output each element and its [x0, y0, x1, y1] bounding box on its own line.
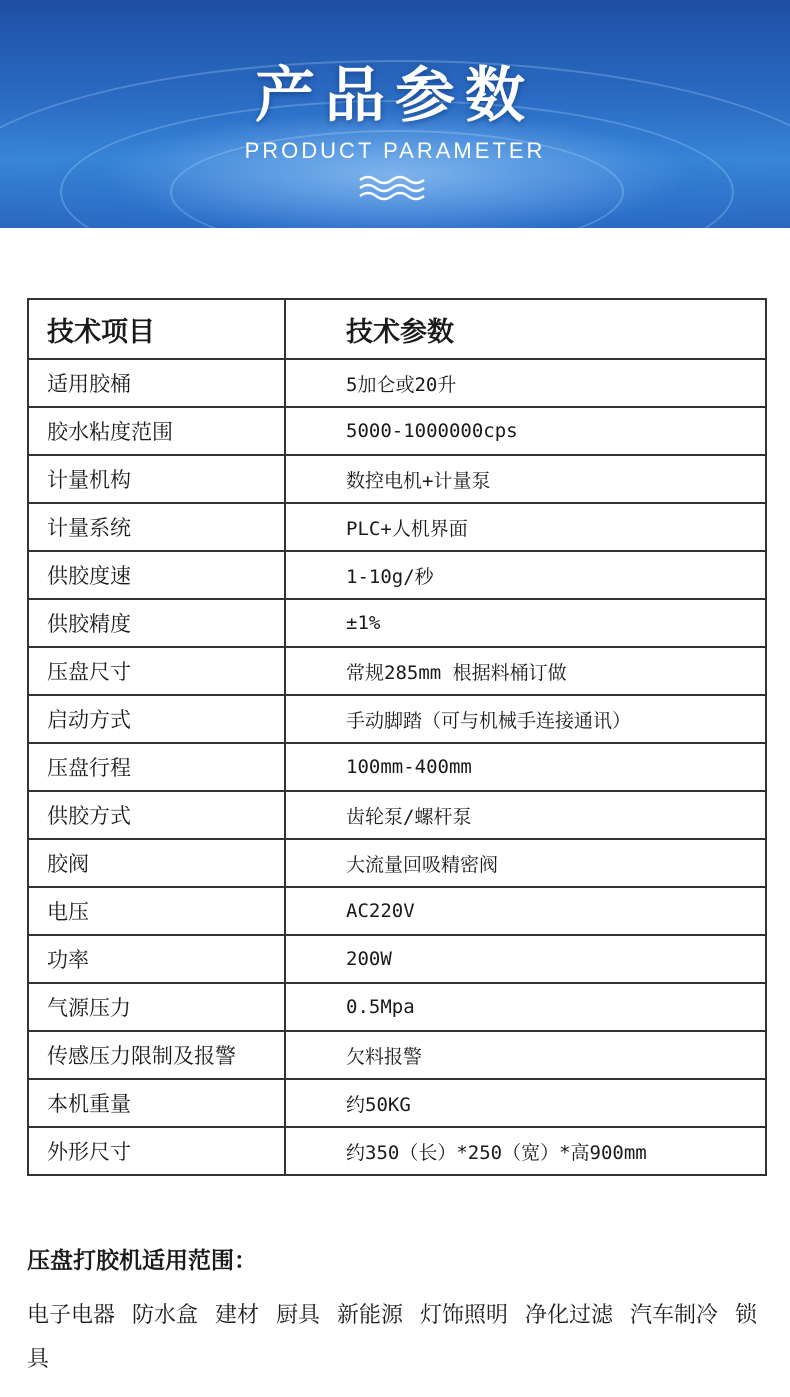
param-value: 手动脚踏（可与机械手连接通讯）: [285, 695, 766, 743]
param-value: 5加仑或20升: [285, 359, 766, 407]
param-value: 常规285mm 根据料桶订做: [285, 647, 766, 695]
table-row: [28, 1079, 766, 1127]
param-name: 启动方式: [28, 695, 285, 743]
table-row: [28, 791, 766, 839]
table-row: [28, 599, 766, 647]
param-value: 约350（长）*250（宽）*高900mm: [285, 1127, 766, 1175]
scope-title: 压盘打胶机适用范围：: [27, 1248, 257, 1274]
param-name: 电压: [28, 887, 285, 935]
column-header-item: 技术项目: [28, 299, 285, 359]
param-value: 齿轮泵/螺杆泵: [285, 791, 766, 839]
param-name: 本机重量: [28, 1079, 285, 1127]
table-row: [28, 1031, 766, 1079]
parameter-table: [27, 298, 767, 1176]
param-value: 大流量回吸精密阀: [285, 839, 766, 887]
wave-icon: [355, 172, 435, 202]
param-value: 5000-1000000cps: [285, 407, 766, 455]
table-row: [28, 407, 766, 455]
param-value: AC220V: [285, 887, 766, 935]
param-name: 胶水粘度范围: [28, 407, 285, 455]
table-header-row: [28, 299, 766, 359]
column-header-value: 技术参数: [285, 299, 766, 359]
param-name: 供胶方式: [28, 791, 285, 839]
param-value: 1-10g/秒: [285, 551, 766, 599]
param-value: 数控电机+计量泵: [285, 455, 766, 503]
param-value: ±1%: [285, 599, 766, 647]
param-name: 计量系统: [28, 503, 285, 551]
param-value: 200W: [285, 935, 766, 983]
param-name: 供胶精度: [28, 599, 285, 647]
page-subtitle: PRODUCT PARAMETER: [244, 138, 546, 163]
param-name: 供胶度速: [28, 551, 285, 599]
param-name: 气源压力: [28, 983, 285, 1031]
table-row: [28, 1127, 766, 1175]
table-row: [28, 455, 766, 503]
header-banner: [0, 0, 790, 228]
table-row: [28, 887, 766, 935]
param-name: 压盘行程: [28, 743, 285, 791]
param-value: 0.5Mpa: [285, 983, 766, 1031]
param-name: 适用胶桶: [28, 359, 285, 407]
param-name: 胶阀: [28, 839, 285, 887]
param-value: 约50KG: [285, 1079, 766, 1127]
param-name: 传感压力限制及报警: [28, 1031, 285, 1079]
table-row: [28, 935, 766, 983]
param-name: 压盘尺寸: [28, 647, 285, 695]
param-value: 100mm-400mm: [285, 743, 766, 791]
table-row: [28, 983, 766, 1031]
table-row: [28, 503, 766, 551]
param-name: 计量机构: [28, 455, 285, 503]
table-row: [28, 647, 766, 695]
table-row: [28, 551, 766, 599]
page-title: 产品参数: [255, 61, 535, 131]
table-row: [28, 359, 766, 407]
param-value: 欠料报警: [285, 1031, 766, 1079]
param-name: 外形尺寸: [28, 1127, 285, 1175]
scope-text: 电子电器 防水盒 建材 厨具 新能源 灯饰照明 净化过滤 汽车制冷 锁具: [27, 1303, 757, 1372]
table-row: [28, 695, 766, 743]
table-row: [28, 839, 766, 887]
table-row: [28, 743, 766, 791]
param-value: PLC+人机界面: [285, 503, 766, 551]
param-name: 功率: [28, 935, 285, 983]
